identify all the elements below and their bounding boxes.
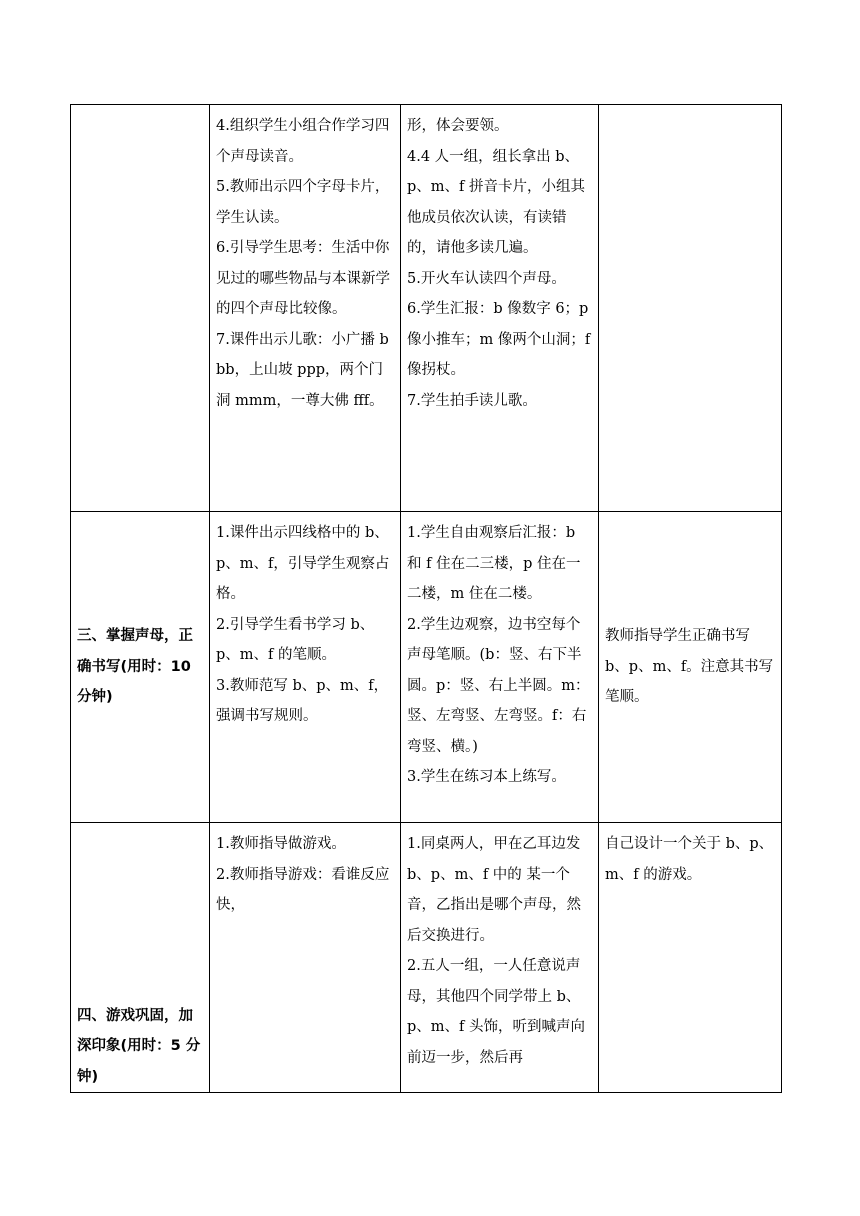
table-row [71,105,782,512]
teacher-step: 2.教师指导游戏：看谁反应快， [216,866,390,913]
table-row [71,823,782,1093]
table-row [71,512,782,823]
student-activity-cell [401,823,599,1093]
teacher-step: 4.组织学生小组合作学习四个声母读音。 [216,118,390,165]
stage-cell: 三、掌握声母，正确书写(用时：10 分钟) [71,512,210,823]
teacher-activity-cell [210,105,401,512]
student-step: 2.五人一组，一人任意说声母，其他四个同学带上 b、p、m、f 头饰，听到喊声向前迈一步，然后再 [407,958,586,1066]
design-note-cell: 自己设计一个关于 b、p、m、f 的游戏。 [599,823,782,1093]
stage-cell [71,105,210,512]
teacher-activity-cell [210,512,401,823]
student-activity-cell [401,105,599,512]
teacher-step: 6.引导学生思考：生活中你见过的哪些物品与本课新学的四个声母比较像。 [216,240,390,317]
student-step: 2.学生边观察，边书空每个声母笔顺。(b：竖、右下半圆。p：竖、右上半圆。m：竖、左弯竖、左弯竖。f：右弯竖、横。) [407,616,590,755]
lesson-plan-table [70,104,782,1093]
student-step: 形，体会要领。 [407,118,509,134]
teacher-step: 2.引导学生看书学习 b、p、m、f 的笔顺。 [216,616,375,663]
teacher-step: 7.课件出示儿歌：小广播 bbb，上山坡 ppp，两个门洞 mmm，一尊大佛 fff。 [216,331,389,409]
design-note-cell [599,105,782,512]
student-step: 7.学生拍手读儿歌。 [407,392,537,409]
student-step: 5.开火车认读四个声母。 [407,270,566,287]
teacher-activity-cell [210,823,401,1093]
teacher-step: 1.教师指导做游戏。 [216,836,346,852]
teacher-step: 1.课件出示四线格中的 b、p、m、f，引导学生观察占格。 [216,525,390,602]
teacher-step: 3.教师范写 b、p、m、f，强调书写规则。 [216,677,389,724]
student-step: 3.学生在练习本上练写。 [407,769,566,785]
design-note-cell: 教师指导学生正确书写 b、p、m、f。注意其书写笔顺。 [599,512,782,823]
student-activity-cell [401,512,599,823]
student-step: 6.学生汇报：b 像数字 6；p 像小推车；m 像两个山洞；f 像拐杖。 [407,301,591,378]
teacher-step: 5.教师出示四个字母卡片，学生认读。 [216,179,390,226]
student-step: 4.4 人一组，组长拿出 b、p、m、f 拼音卡片，小组其他成员依次认读，有读错的，请他多读几遍。 [407,148,586,256]
stage-cell: 四、游戏巩固，加深印象(用时：5 分钟) [71,823,210,1093]
student-step: 1.学生自由观察后汇报：b 和 f 住在二三楼，p 住在一二楼，m 住在二楼。 [407,525,581,602]
student-step: 1.同桌两人，甲在乙耳边发 b、p、m、f 中的 某一个音，乙指出是哪个声母，然后交换进行。 [407,836,581,944]
